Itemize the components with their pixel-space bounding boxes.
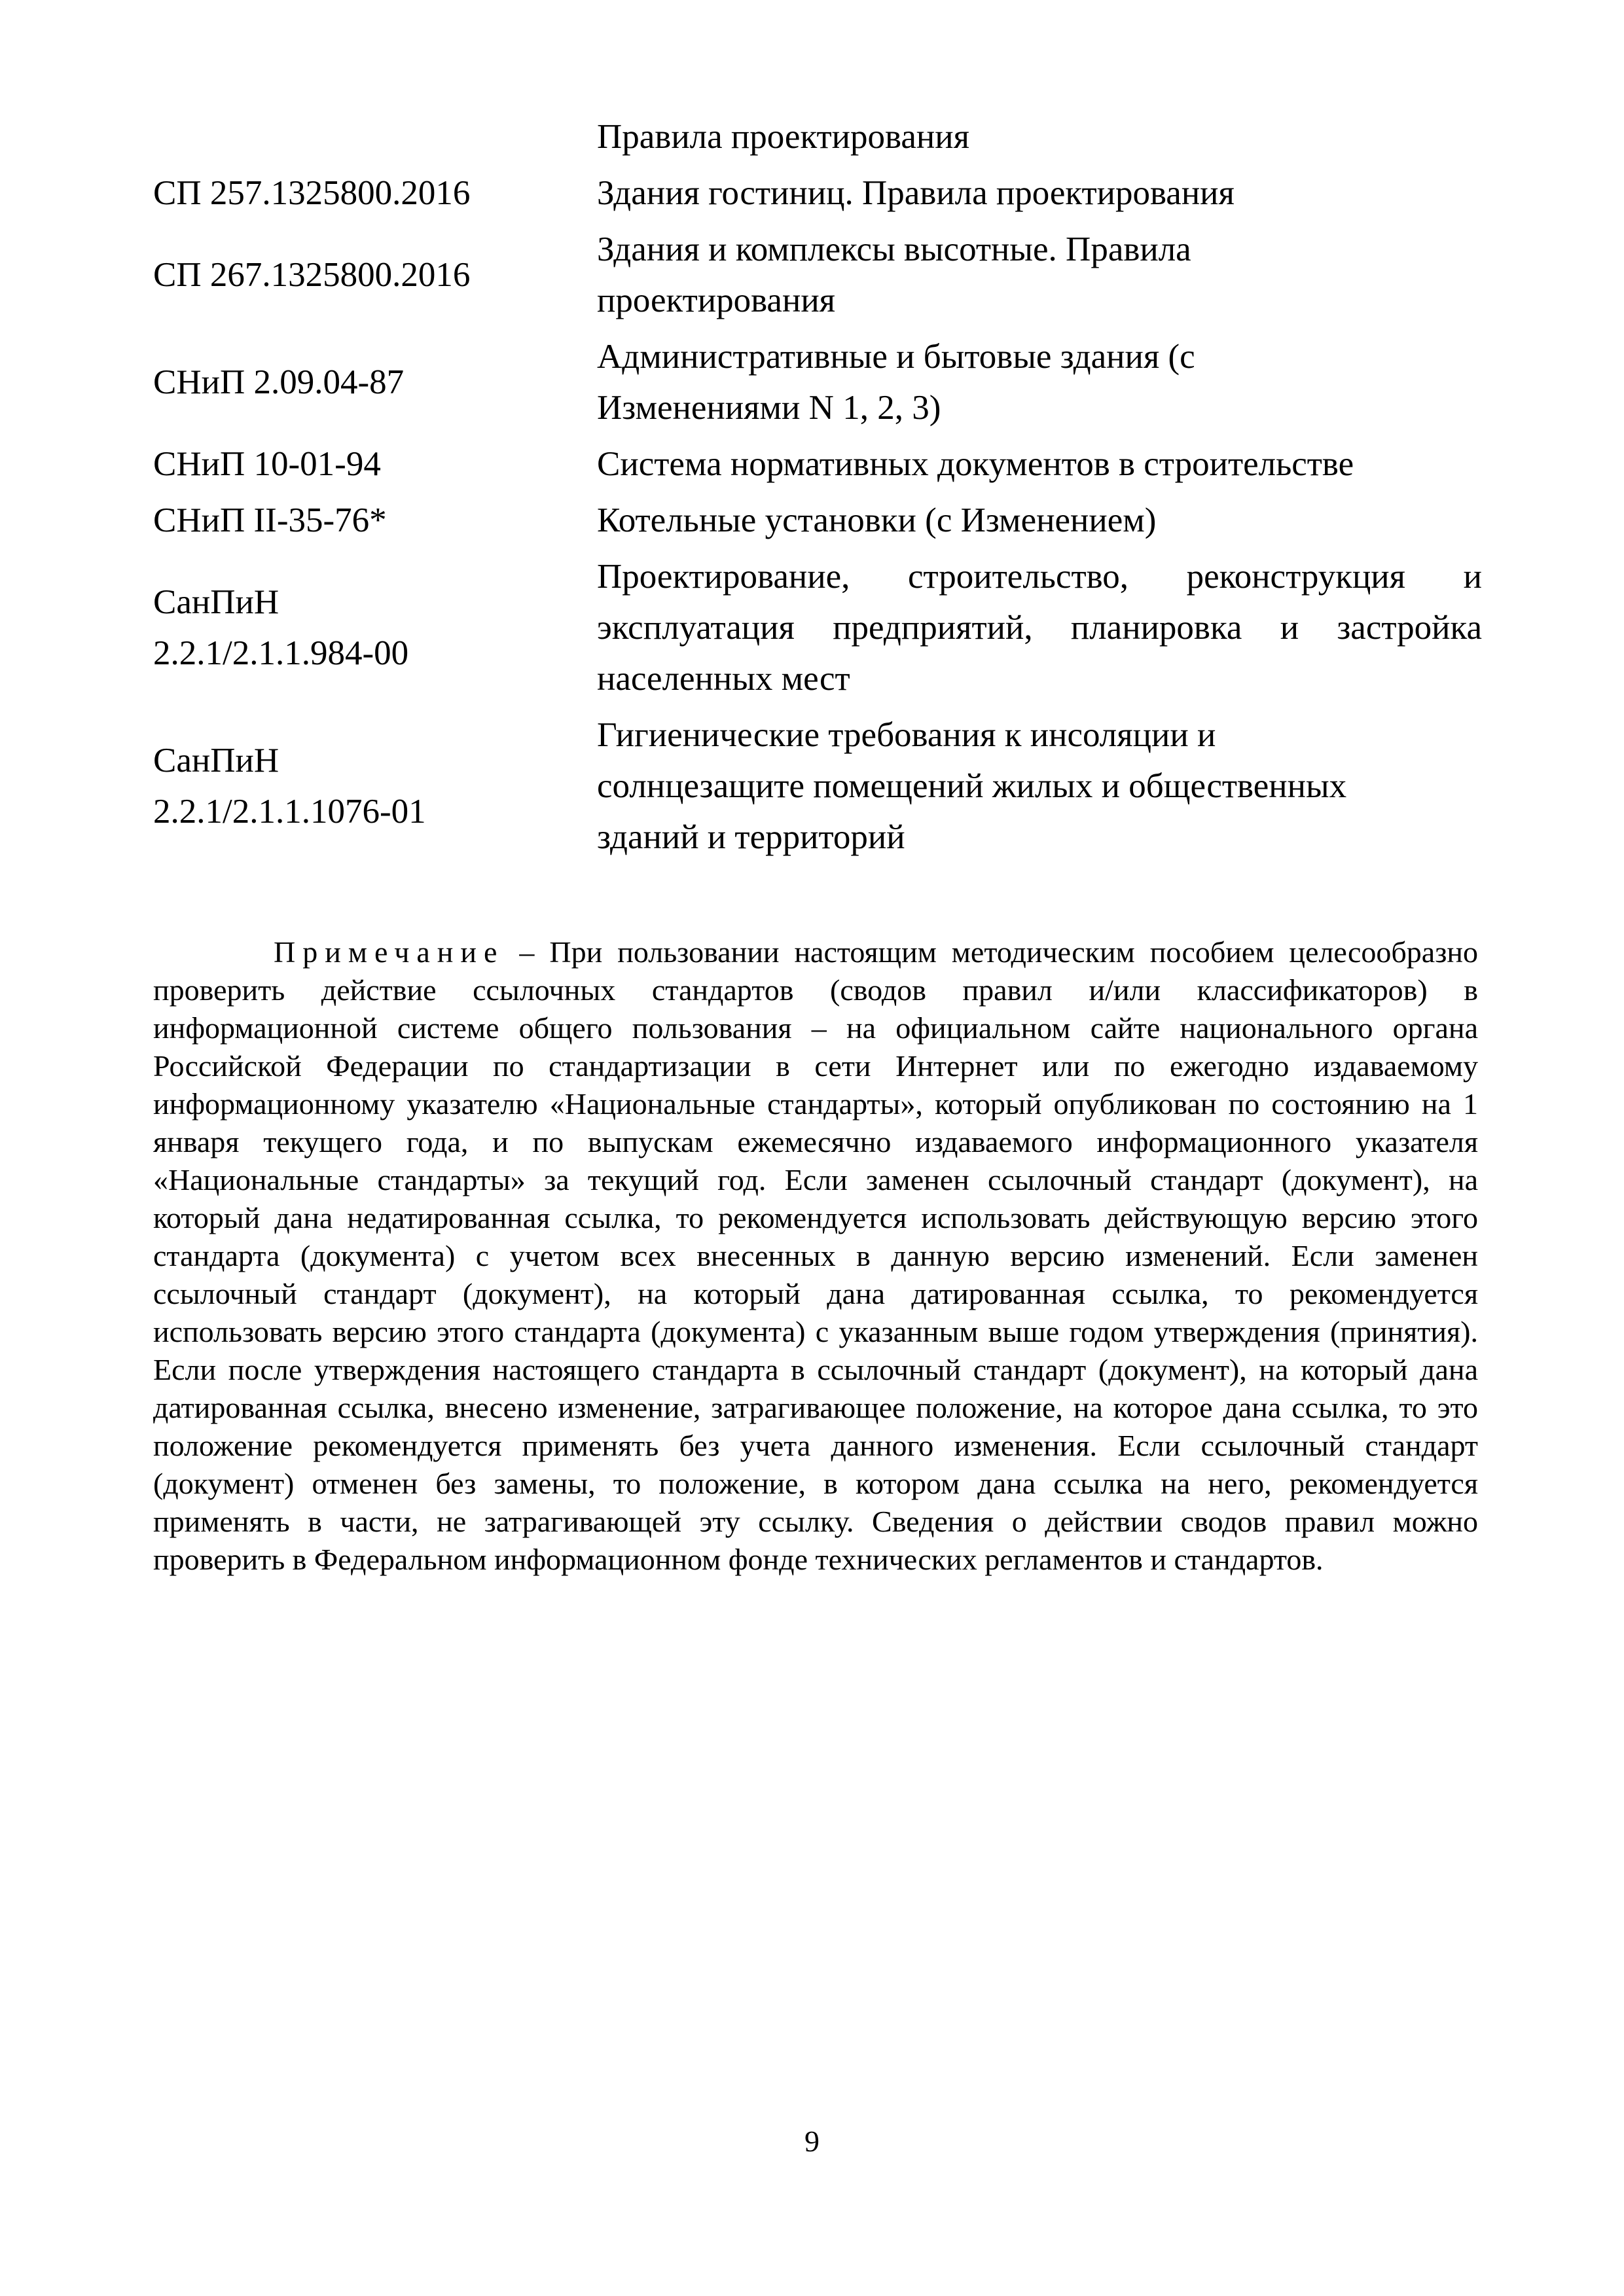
note-paragraph xyxy=(153,933,1478,1579)
reference-title: Котельные установки (с Изменением) xyxy=(597,501,1157,539)
reference-row xyxy=(153,331,1482,433)
reference-row xyxy=(153,551,1482,704)
reference-row xyxy=(153,224,1482,326)
reference-code: СНиП II-35-76* xyxy=(153,501,387,539)
reference-code: СанПиН 2.2.1/2.1.1.984-00 xyxy=(153,583,409,672)
reference-title: Административные и бытовые здания (с Изменениями N 1, 2, 3) xyxy=(597,338,1195,427)
reference-title: Проектирование, строительство, реконструкция и эксплуатация предприятий, планировка и застройка населенных мест xyxy=(597,558,1482,698)
reference-row xyxy=(153,709,1482,863)
page-number: 9 xyxy=(804,2125,820,2158)
reference-row xyxy=(153,168,1482,219)
reference-code: СанПиН 2.2.1/2.1.1.1076-01 xyxy=(153,742,426,831)
reference-code: СП 267.1325800.2016 xyxy=(153,256,471,294)
reference-title: Здания и комплексы высотные. Правила проектирования xyxy=(597,230,1191,319)
reference-code: СП 257.1325800.2016 xyxy=(153,174,471,212)
reference-title: Правила проектирования xyxy=(597,118,969,156)
reference-code: СНиП 10-01-94 xyxy=(153,445,381,483)
reference-row-continued xyxy=(153,111,1482,162)
reference-title: Гигиенические требования к инсоляции и солнцезащите помещений жилых и общественных зданий и территорий xyxy=(597,716,1347,856)
reference-row xyxy=(153,439,1482,490)
reference-row xyxy=(153,495,1482,546)
reference-title: Здания гостиниц. Правила проектирования xyxy=(597,174,1235,212)
note-text: – При пользовании настоящим методическим пособием целесообразно проверить действие ссылочных стандартов (сводов правил и/или классификаторов) в информационной системе общего пользования – на официальном сайте национального органа Российской Федерации по стандартизации в сети Интернет или по ежегодно издаваемому информационному указателю «Национальные стандарты», который опубликован по состоянию на 1 января текущего года, и по выпускам ежемесячно издаваемого информационного указателя «Национальные стандарты» за текущий год. Если заменен ссылочный стандарт (документ), на который дана недатированная ссылка, то рекомендуется использовать действующую версию этого стандарта (документа) с учетом всех внесенных в данную версию изменений. Если заменен ссылочный стандарт (документ), на который дана датированная ссылка, то рекомендуется использовать версию этого стандарта (документа) с указанным выше годом утверждения (принятия). Если после утверждения настоящего стандарта в ссылочный стандарт (документ), на который дана датированная ссылка, внесено изменение, затрагивающее положение, на которое дана ссылка, то это положение рекомендуется применять без учета данного изменения. Если ссылочный стандарт (документ) отменен без замены, то положение, в котором дана ссылка на него, рекомендуется применять в части, не затрагивающей эту ссылку. Сведения о действии сводов правил можно проверить в Федеральном информационном фонде технических регламентов и стандартов. xyxy=(153,935,1478,1576)
reference-title: Система нормативных документов в строительстве xyxy=(597,445,1354,483)
reference-code: СНиП 2.09.04-87 xyxy=(153,363,405,401)
references-table xyxy=(153,111,1482,868)
note-lead: Примечание xyxy=(274,935,505,969)
